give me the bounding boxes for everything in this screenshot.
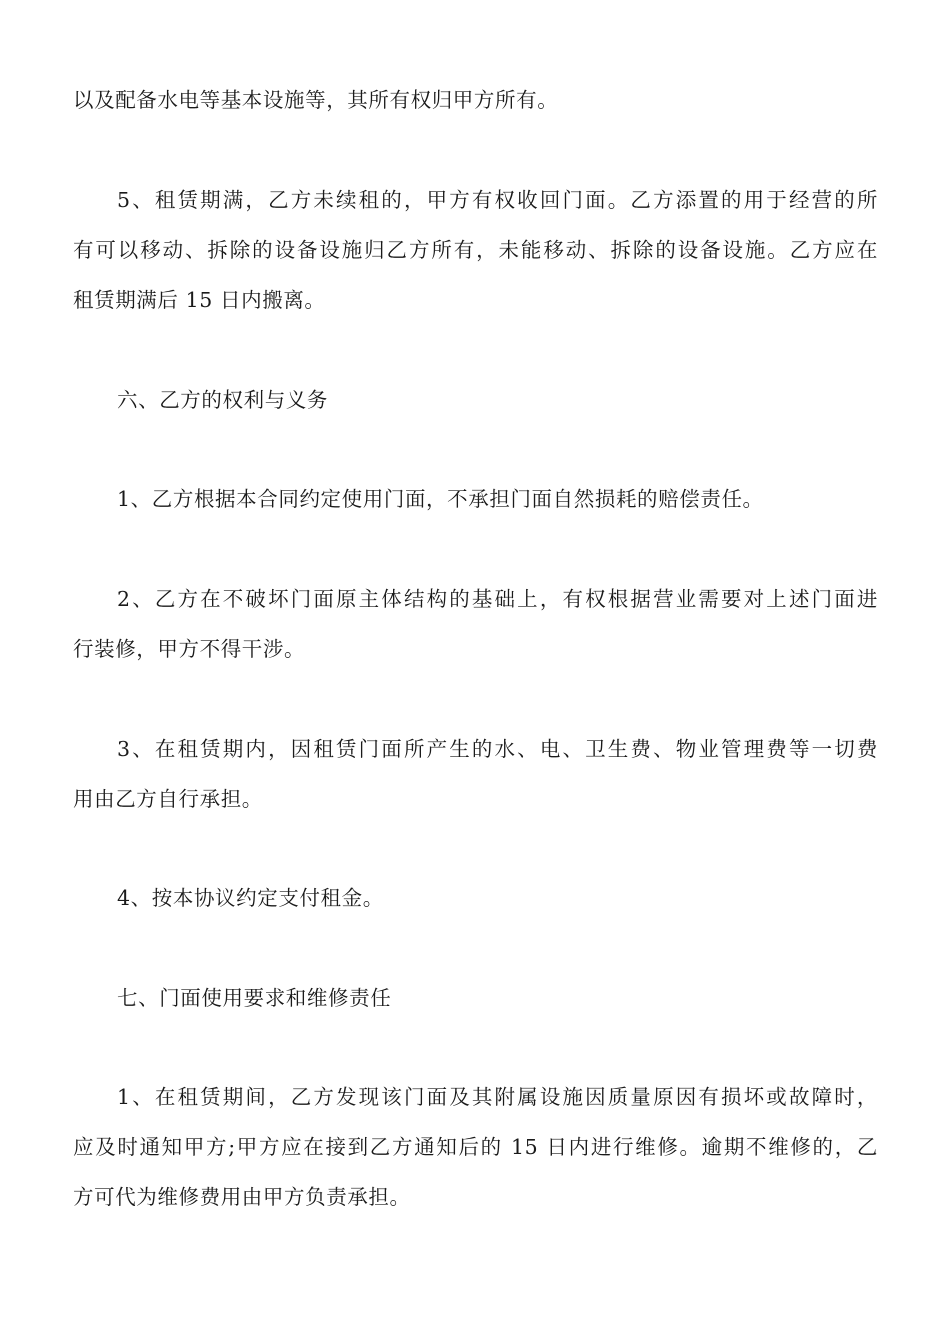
paragraph-line: 以及配备水电等基本设施等，其所有权归甲方所有。 [73, 88, 559, 112]
paragraph-line: 1、在租赁期间，乙方发现该门面及其附属设施因质量原因有损坏或故障时， [117, 1085, 878, 1109]
paragraph-line: 方可代为维修费用由甲方负责承担。 [73, 1185, 411, 1209]
paragraph-line: 有可以移动、拆除的设备设施归乙方所有，未能移动、拆除的设备设施。乙方应在 [73, 238, 878, 262]
paragraph-line: 2、乙方在不破坏门面原主体结构的基础上，有权根据营业需要对上述门面进 [117, 587, 878, 611]
paragraph-line: 应及时通知甲方;甲方应在接到乙方通知后的 15 日内进行维修。逾期不维修的，乙 [73, 1135, 878, 1159]
paragraph-line: 4、按本协议约定支付租金。 [117, 886, 384, 910]
paragraph-line: 5、租赁期满，乙方未续租的，甲方有权收回门面。乙方添置的用于经营的所 [117, 188, 878, 212]
paragraph-line: 3、在租赁期内，因租赁门面所产生的水、电、卫生费、物业管理费等一切费 [117, 737, 878, 761]
section-heading: 七、门面使用要求和维修责任 [117, 986, 392, 1010]
paragraph-line: 行装修，甲方不得干涉。 [73, 637, 306, 661]
paragraph-line: 用由乙方自行承担。 [73, 787, 263, 811]
paragraph-line: 1、乙方根据本合同约定使用门面，不承担门面自然损耗的赔偿责任。 [117, 487, 764, 511]
section-heading: 六、乙方的权利与义务 [117, 388, 328, 412]
paragraph-line: 租赁期满后 15 日内搬离。 [73, 288, 326, 312]
